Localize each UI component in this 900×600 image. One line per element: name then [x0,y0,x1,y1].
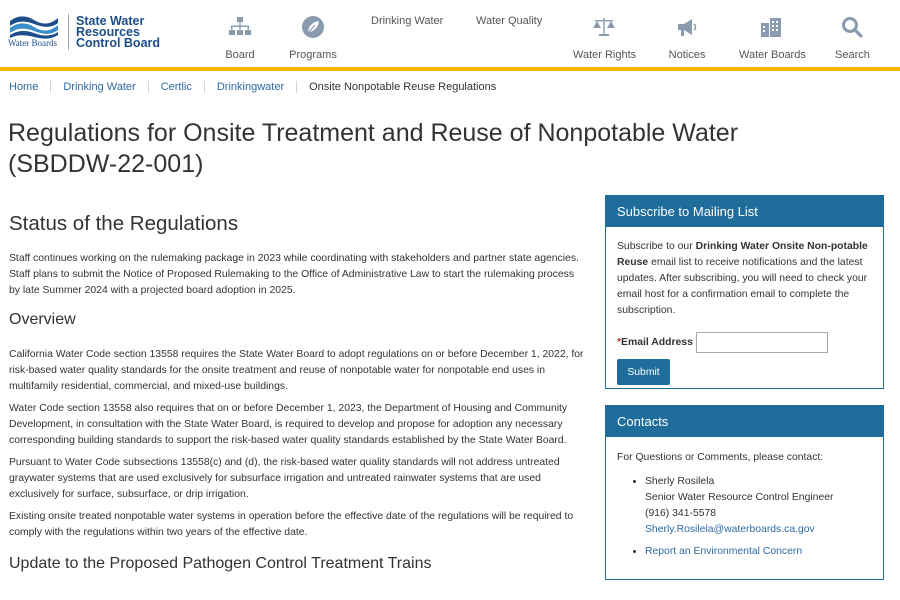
contacts-body [606,437,883,577]
email-field[interactable] [696,332,828,353]
contact-report-item [645,544,872,560]
subscribe-text-before: Subscribe to our [617,241,696,252]
subscribe-list-name: Drinking Water Onsite Non-potable Reuse [617,241,868,268]
contact-list [617,474,872,560]
contact-person [645,474,872,538]
subscribe-heading: Subscribe to Mailing List [606,196,883,227]
nav-label: Water Boards [739,49,806,61]
submit-button[interactable]: Submit [617,359,670,385]
contact-email-link[interactable]: Sherly.Rosilela@waterboards.ca.gov [645,524,815,535]
nav-water-boards[interactable] [739,14,806,61]
page-title-line1: Regulations for Onsite Treatment and Reuse of Nonpotable Water [8,119,739,147]
email-label: Email Address [621,336,693,348]
breadcrumb-separator [296,81,297,93]
nav-water-rights[interactable] [573,14,635,61]
nav-programs[interactable] [289,14,337,61]
breadcrumb-current: Onsite Nonpotable Reuse Regulations [309,81,497,93]
scales-icon [573,14,635,40]
breadcrumb-drinking-water[interactable]: Drinking Water [63,81,136,93]
nav-label: Water Rights [573,49,637,61]
page-title-line2: (SBDDW-22-001) [8,150,204,178]
update-heading: Update to the Proposed Pathogen Control Treatment Trains [9,555,432,572]
subscribe-body [606,227,883,396]
waves-logo-icon [8,12,60,50]
megaphone-icon [668,14,706,40]
breadcrumb-home[interactable]: Home [9,81,39,93]
search-icon [835,14,869,40]
contact-phone: (916) 341-5578 [645,508,717,519]
site-header [0,0,900,71]
main-content [9,212,585,591]
nav-water-quality[interactable]: Water Quality [476,15,543,27]
status-paragraph: Staff continues working on the rulemaking package in 2023 while coordinating with stakeholders and partner state agencies. Staff plans to submit the Notice of Proposed Rulemaking to the Office of Administrative Law to start the rulemaking process by late Summer 2024 with a projected board adoption in 2025. [9,253,579,296]
subscribe-text-after: email list to receive notifications and the latest updates. After subscribing, you will need to check your email host for a confirmation email to complete the subscription. [617,257,868,316]
page-title [8,118,828,180]
water-boards-logo[interactable] [8,12,160,50]
contacts-intro: For Questions or Comments, please contact: [617,452,824,463]
logo-divider [68,14,69,50]
logo-name-line: Resources [76,25,140,39]
overview-paragraph: Water Code section 13558 also requires that on or before December 1, 2023, the Department of Housing and Community Development, in consultation with the State Water Board, is required to develop and propose for adoption any necessary corresponding building standards to support the risk-based water quality standards established by the State Water Board. [9,403,568,446]
nav-search[interactable] [835,14,869,61]
nav-notices[interactable] [668,14,706,61]
logo-name-line: Control Board [76,36,161,50]
report-concern-link[interactable]: Report an Environmental Concern [645,546,803,557]
breadcrumb [9,81,496,93]
overview-paragraph: Pursuant to Water Code subsections 13558(c) and (d), the risk-based water quality standards will not address untreated graywater systems that are used exclusively for subsurface irrigation and untreated rainwater systems that are used exclusively for surface, subsurface, or drip irrigation. [9,457,560,500]
logo-name [76,12,160,49]
breadcrumb-separator [50,81,51,93]
nav-label: Board [225,49,255,61]
email-row [617,332,872,353]
nav-label: Search [835,49,870,61]
subscribe-description [617,239,872,319]
breadcrumb-separator [148,81,149,93]
contacts-panel [605,405,884,580]
required-mark: * [617,336,622,348]
breadcrumb-separator [204,81,205,93]
overview-paragraph: Existing onsite treated nonpotable water systems in operation before the effective date of the regulations will be required to comply with the regulations within two years of the effective date. [9,511,574,538]
org-chart-icon [221,14,259,40]
nav-drinking-water[interactable]: Drinking Water [371,15,444,27]
breadcrumb-drinkingwater[interactable]: Drinkingwater [216,81,285,93]
logo-name-line: State Water [76,14,145,28]
breadcrumb-certlic[interactable]: Certlic [160,81,192,93]
buildings-icon [739,14,803,40]
subscribe-panel [605,195,884,389]
nav-board[interactable] [221,14,259,61]
nav-label: Programs [289,49,337,61]
contact-title: Senior Water Resource Control Engineer [645,492,834,503]
overview-paragraph: California Water Code section 13558 requires the State Water Board to adopt regulations on or before December 1, 2022, for risk-based water quality standards for the onsite treatment and reuse of nonpotable water for nonpotable end uses in multifamily residential, commercial, and mixed-use buildings. [9,349,584,392]
overview-heading: Overview [9,311,76,328]
leaf-icon [289,14,337,40]
logo-sub-label: Water Boards [8,38,58,48]
nav-label: Notices [668,49,706,61]
contact-name: • Sherly Rosilela [645,476,715,487]
contacts-heading: Contacts [606,406,883,437]
status-heading: Status of the Regulations [9,212,239,235]
